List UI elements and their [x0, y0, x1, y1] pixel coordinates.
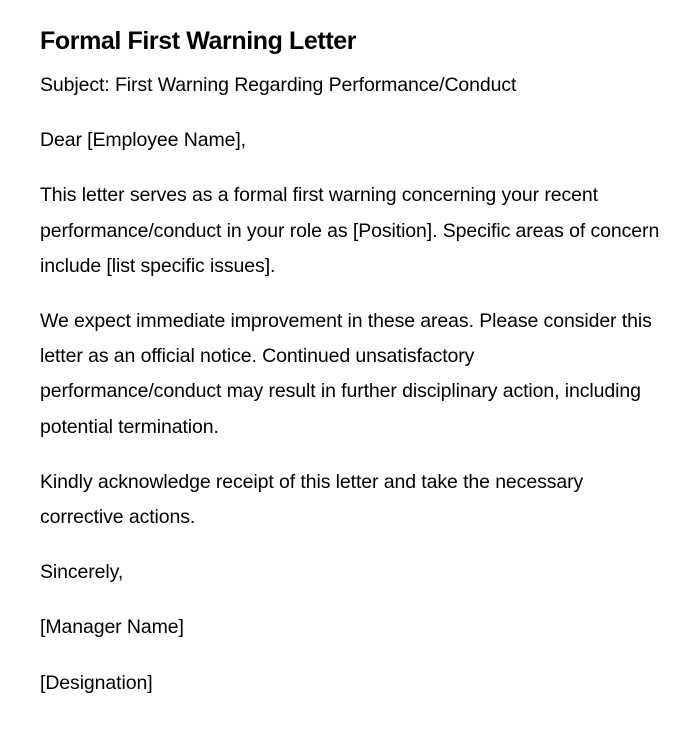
letter-paragraph-acknowledge: Kindly acknowledge receipt of this letter and take the necessary corrective actions. — [40, 470, 584, 529]
letter-closing: Sincerely, — [40, 561, 124, 584]
letter-salutation: Dear [Employee Name], — [40, 129, 246, 152]
signer-name: [Manager Name] — [40, 616, 184, 639]
letter-title: Formal First Warning Letter — [40, 27, 357, 55]
signer-designation: [Designation] — [40, 671, 153, 694]
letter-paragraph-expectations: We expect immediate improvement in these areas. Please consider this letter as an official notice. Continued unsatisfactory performance/conduct may result in further disciplinary action, including potential termination. — [40, 310, 652, 438]
letter-paragraph-warning: This letter serves as a formal first warning concerning your recent performance/conduct in your role as [Position]. Specific areas of concern include [list specific issues]. — [40, 184, 660, 277]
letter-subject: Subject: First Warning Regarding Performance/Conduct — [40, 74, 517, 96]
